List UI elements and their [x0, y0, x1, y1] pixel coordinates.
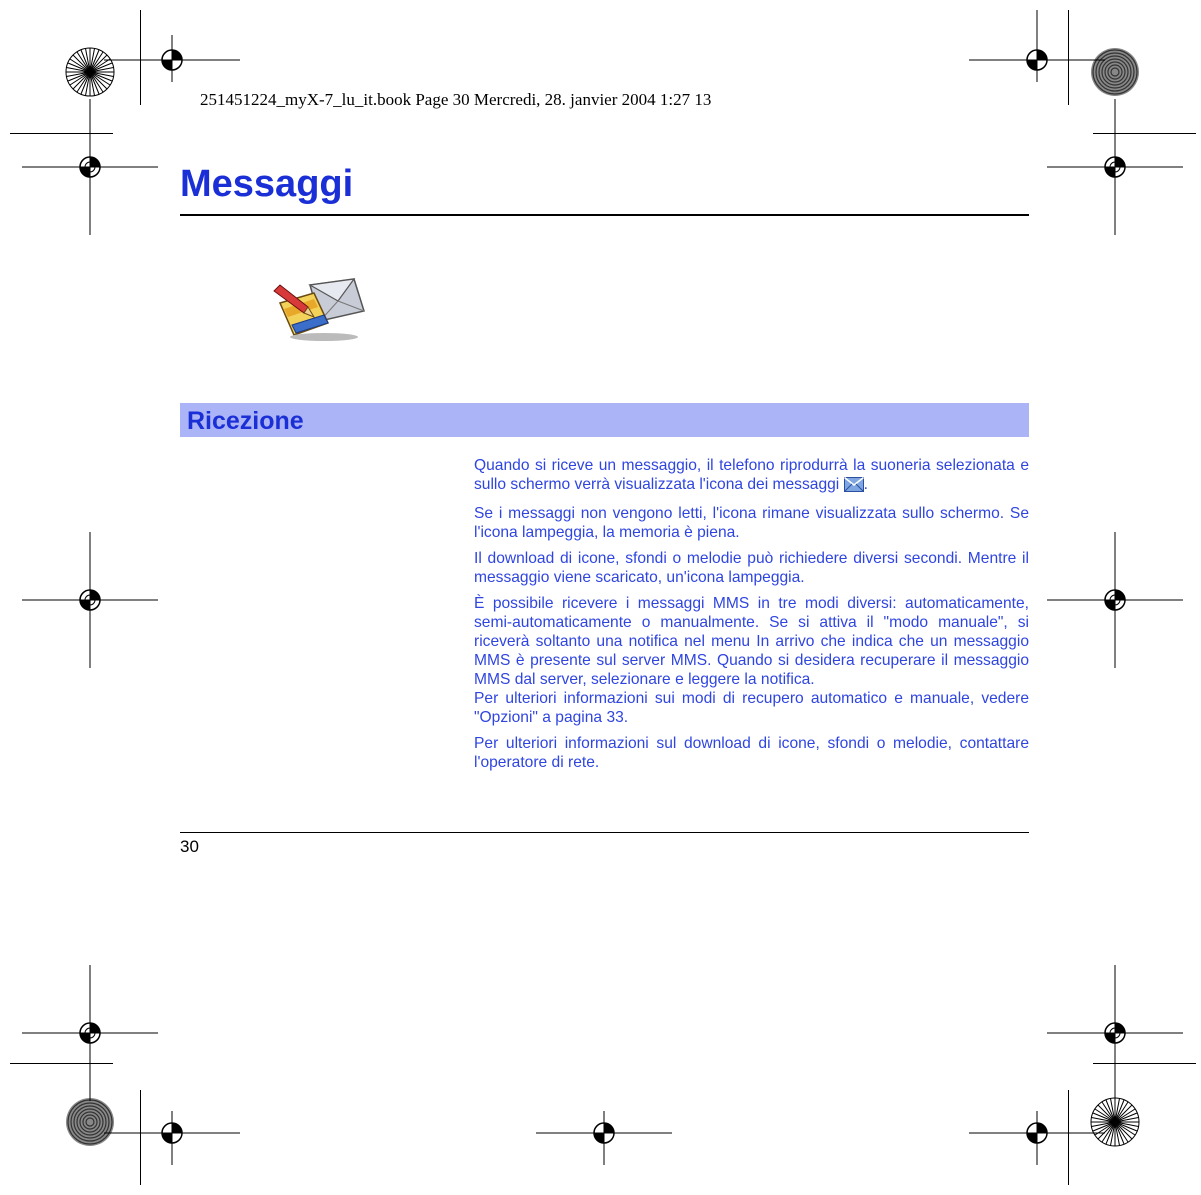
paragraph-2: Se i messaggi non vengono letti, l'icona rimane visualizzata sullo schermo. Se l'icona lampeggia, la memoria è piena. — [474, 505, 1029, 541]
section-bar — [180, 403, 1029, 437]
envelope-icon — [844, 477, 864, 497]
paragraph-3: Il download di icone, sfondi o melodie può richiedere diversi secondi. Mentre il messaggio viene scaricato, un'icona lampeggia. — [474, 550, 1029, 586]
paragraph-1-end: . — [863, 476, 868, 493]
paragraph-5: Per ulteriori informazioni sui modi di recupero automatico e manuale, vedere "Opzioni" a pagina 33. — [474, 690, 1029, 726]
paragraph-1-text: Quando si riceve un messaggio, il telefono riprodurrà la suoneria selezionata e sullo schermo verrà visualizzata l'icona dei messaggi — [474, 457, 1029, 493]
page-number: 30 — [180, 837, 199, 856]
page-title: Messaggi — [180, 163, 354, 205]
paragraph-1 — [474, 456, 1029, 497]
section-content — [474, 456, 1029, 779]
book-info-header: 251451224_myX-7_lu_it.book Page 30 Mercredi, 28. janvier 2004 1:27 13 — [200, 90, 712, 109]
messages-menu-icon — [268, 273, 368, 348]
section-title: Ricezione — [187, 407, 304, 435]
footer-rule — [180, 832, 1029, 833]
paragraph-4: È possibile ricevere i messaggi MMS in tre modi diversi: automaticamente, semi-automaticamente o manualmente. Se si attiva il "modo manuale", si riceverà soltanto una notifica nel menu In arrivo che indica che un messaggio MMS è presente sul server MMS. Quando si desidera recuperare il messaggio MMS dal server, selezionare e leggere la notifica. — [474, 595, 1029, 688]
title-rule — [180, 214, 1029, 216]
paragraph-6: Per ulteriori informazioni sul download di icone, sfondi o melodie, contattare l'operatore di rete. — [474, 735, 1029, 771]
